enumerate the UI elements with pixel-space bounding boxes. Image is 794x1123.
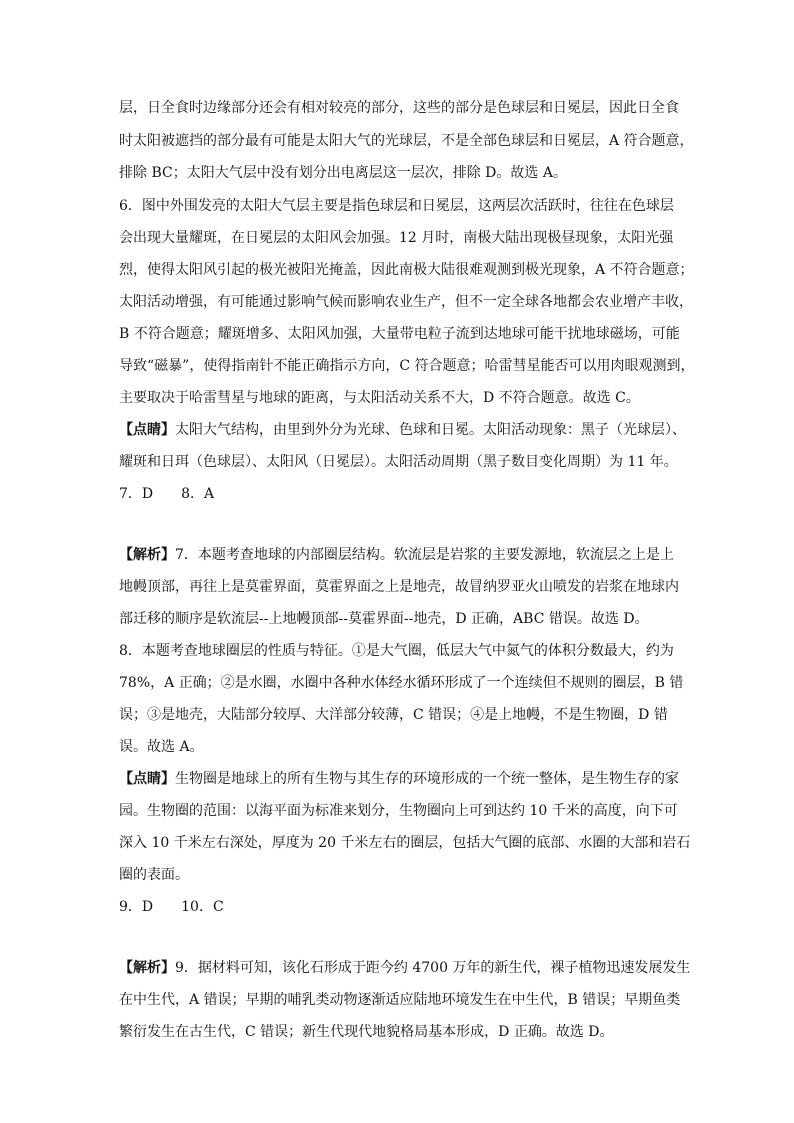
key-point-note	[119, 769, 679, 789]
text-line: 时太阳被遮挡的部分最有可能是太阳大气的光球层，不是全部色球层和日冕层，A 符合题意，	[119, 133, 694, 149]
text-line: 深入 10 千米左右深处，厚度为 20 千米左右的圈层，包括大气圈的底部、水圈的大部和岩石	[119, 835, 691, 851]
key-point-tag: 【点睛】	[119, 422, 175, 438]
answer-line: 9．D 10．C	[119, 899, 224, 915]
text-line: 太阳活动增强，有可能通过影响气候而影响农业生产，但不一定全球各地都会农业增产丰收，	[119, 294, 693, 310]
analysis-text: 7．本题考查地球的内部圈层结构。软流层是岩浆的主要发源地，软流层之上是上	[175, 547, 674, 563]
text-line: 会出现大量耀斑，在日冕层的太阳风会加强。12 月时，南极大陆出现极昼现象，太阳光强	[119, 230, 674, 246]
text-line: 误。故选 A。	[119, 739, 204, 755]
analysis-heading-line	[119, 958, 691, 978]
text-line: 圈的表面。	[119, 867, 189, 883]
key-point-text: 生物圈是地球上的所有生物与其生存的环境形成的一个统一整体，是生物生存的家	[175, 771, 679, 787]
text-line: 主要取决于哈雷彗星与地球的距离，与太阳活动关系不大，D 不符合题意。故选 C。	[119, 390, 640, 406]
key-point-text: 太阳大气结构，由里到外分为光球、色球和日冕。太阳活动现象：黑子（光球层）、	[175, 422, 686, 438]
answer-line: 7．D 8．A	[119, 486, 215, 502]
text-line: 误；③是地壳，大陆部分较厚、大洋部分较薄，C 错误；④是上地幔，不是生物圈，D 错	[119, 707, 668, 723]
text-line: 耀斑和日珥（色球层）、太阳风（日冕层）。太阳活动周期（黑子数目变化周期）为 11 年。	[119, 454, 678, 470]
text-line: 繁衍发生在古生代，C 错误；新生代现代地貌格局基本形成，D 正确。故选 D。	[119, 1024, 614, 1040]
text-line: 层，日全食时边缘部分还会有相对较亮的部分，这些的部分是色球层和日冕层，因此日全食	[119, 100, 679, 116]
analysis-text: 9．据材料可知，该化石形成于距今约 4700 万年的新生代，裸子植物迅速发展发生	[175, 960, 691, 976]
text-line: 部迁移的顺序是软流层--上地幔顶部--莫霍界面--地壳，D 正确，ABC 错误。故选 D。	[119, 611, 649, 627]
analysis-tag: 【解析】	[119, 547, 175, 563]
text-line: 78%，A 正确；②是水圈，水圈中各种水体经水循环形成了一个连续但不规则的圈层，B 错	[119, 675, 684, 691]
text-line: 地幔顶部，再往上是莫霍界面，莫霍界面之上是地壳，故冒纳罗亚火山喷发的岩浆在地球内	[119, 579, 679, 595]
text-line: 在中生代，A 错误；早期的哺乳类动物逐渐适应陆地环境发生在中生代，B 错误；早期鱼类	[119, 992, 681, 1008]
text-line: 烈，使得太阳风引起的极光被阳光掩盖，因此南极大陆很难观测到极光现象，A 不符合题意；	[119, 262, 694, 278]
text-line: B 不符合题意；耀斑增多、太阳风加强，大量带电粒子流到达地球可能干扰地球磁场，可能	[119, 326, 680, 342]
text-line: 排除 BC；太阳大气层中没有划分出电离层这一层次，排除 D。故选 A。	[119, 165, 567, 181]
analysis-heading-line	[119, 545, 679, 565]
key-point-tag: 【点睛】	[119, 771, 175, 787]
text-line: 导致“磁暴”，使得指南针不能正确指示方向，C 符合题意；哈雷彗星能否可以用肉眼观测到，	[119, 358, 695, 374]
text-line: 园。生物圈的范围：以海平面为标准来划分，生物圈向上可到达约 10 千米的高度，向下可	[119, 803, 678, 819]
text-line: 8．本题考查地球圈层的性质与特征。①是大气圈，低层大气中氮气的体积分数最大，约为	[119, 643, 674, 659]
key-point-note	[119, 420, 686, 440]
analysis-tag: 【解析】	[119, 960, 175, 976]
text-line: 6．图中外围发亮的太阳大气层主要是指色球层和日冕层，这两层次活跃时，往往在色球层	[119, 198, 674, 214]
